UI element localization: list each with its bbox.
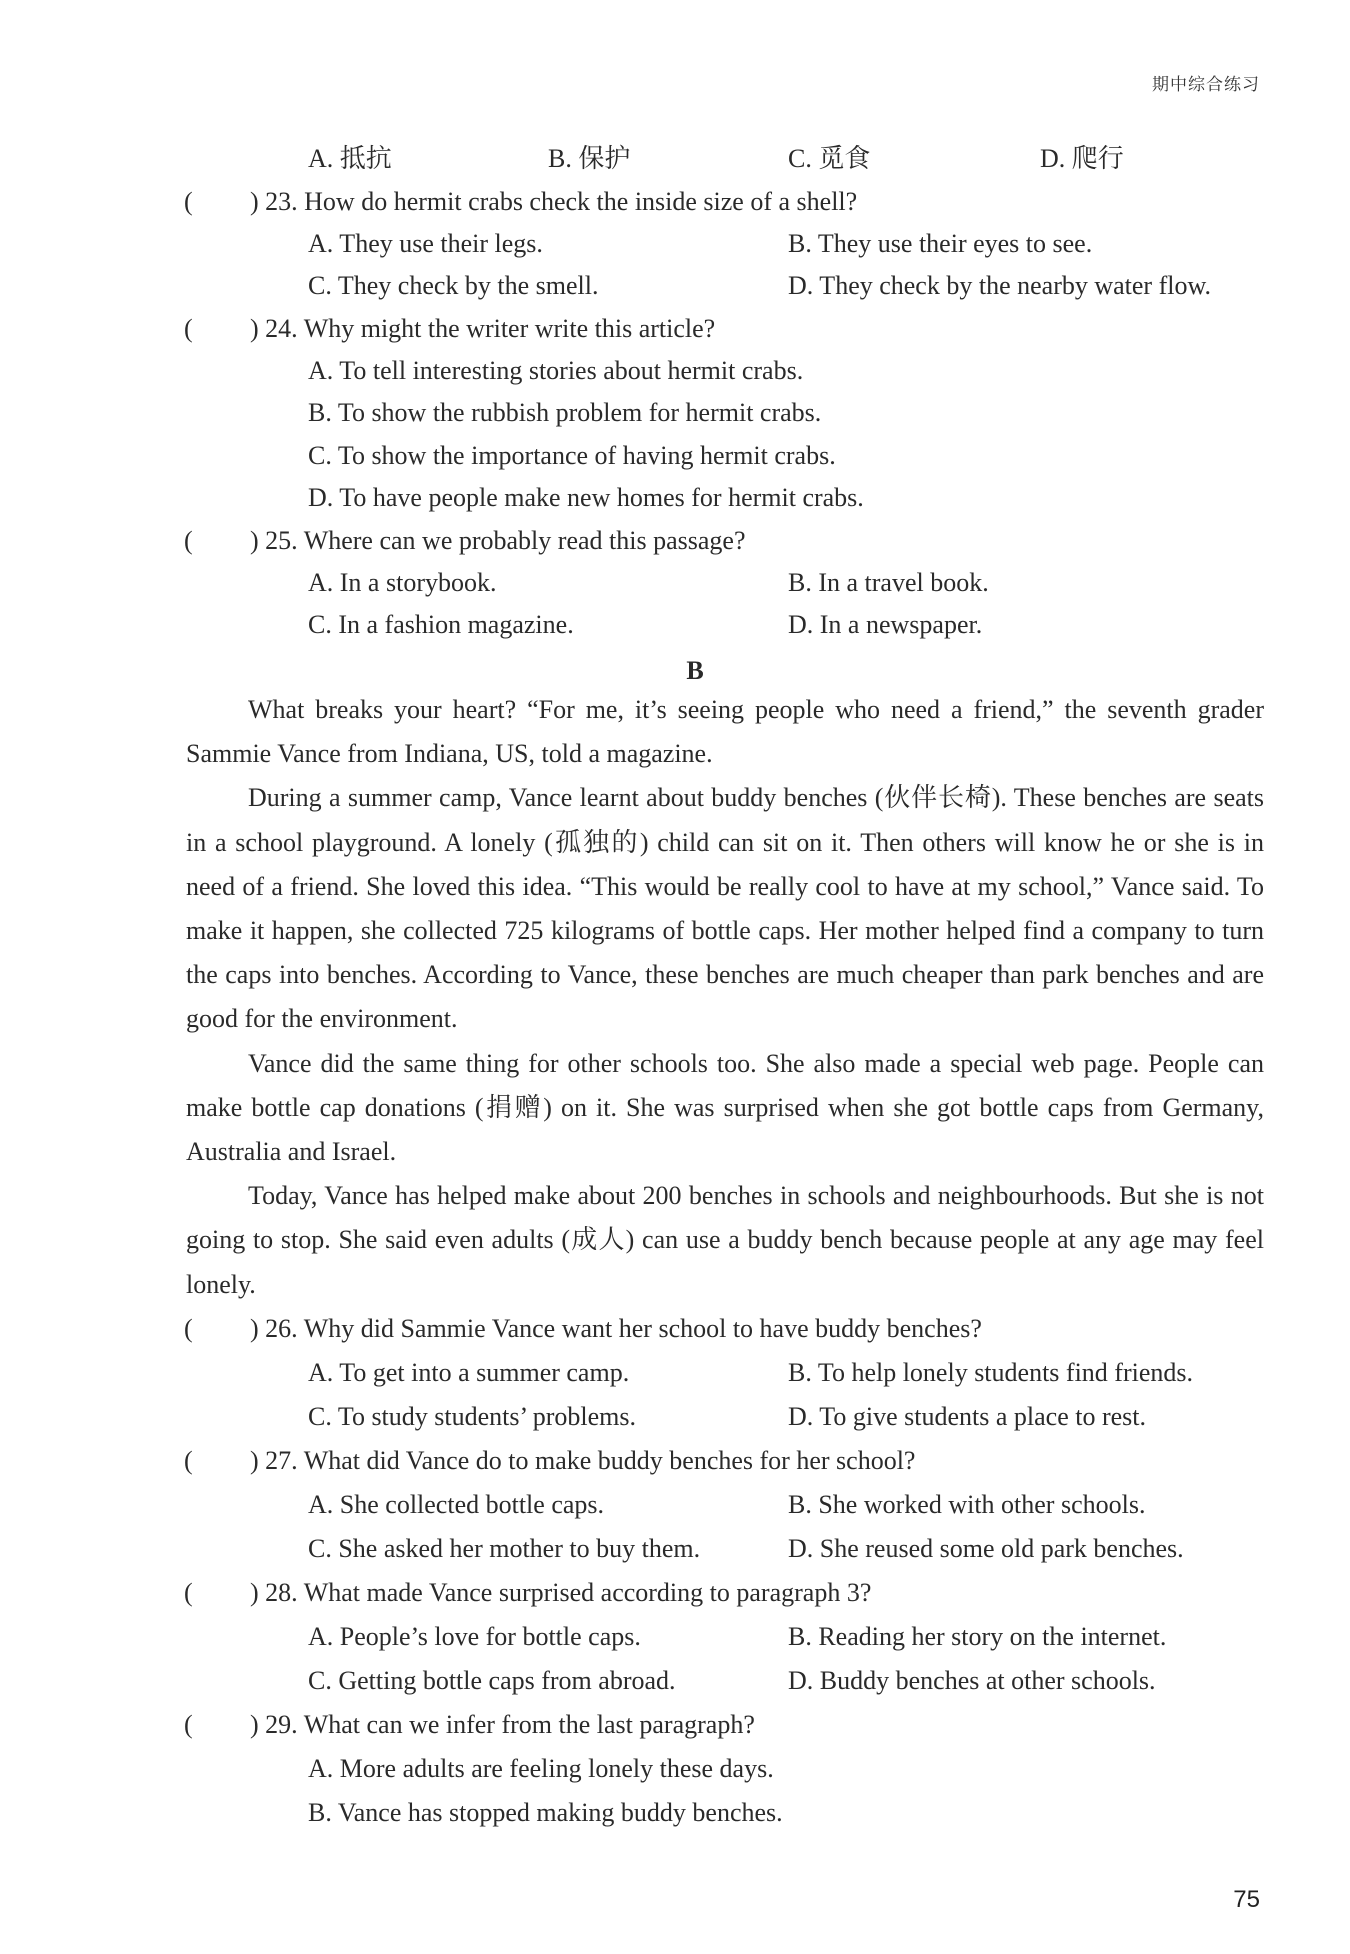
q26-option-b[interactable]: B. To help lonely students find friends. bbox=[788, 1358, 1193, 1387]
answer-blank[interactable]: ( bbox=[184, 1446, 193, 1475]
q23-option-a[interactable]: A. They use their legs. bbox=[308, 229, 543, 258]
q25-options-row-1 bbox=[0, 562, 1350, 604]
page-number: 75 bbox=[1233, 1886, 1260, 1913]
q28-option-c[interactable]: C. Getting bottle caps from abroad. bbox=[308, 1666, 676, 1695]
question-23 bbox=[0, 181, 1350, 223]
question-27 bbox=[0, 1440, 1350, 1482]
q26-options-row-1 bbox=[0, 1352, 1350, 1394]
q22-option-b[interactable]: B. 保护 bbox=[548, 144, 631, 173]
q22-options bbox=[0, 138, 1350, 180]
q24-option-d[interactable]: D. To have people make new homes for hermit crabs. bbox=[308, 483, 864, 512]
question-text: ) 28. What made Vance surprised according to paragraph 3? bbox=[250, 1578, 872, 1607]
q27-option-b[interactable]: B. She worked with other schools. bbox=[788, 1490, 1146, 1519]
passage-paragraph-1: What breaks your heart? “For me, it’s seeing people who need a friend,” the seventh grader Sammie Vance from Indiana, US, told a magazine. bbox=[186, 695, 1264, 769]
q22-option-d[interactable]: D. 爬行 bbox=[1040, 144, 1124, 173]
q23-option-d[interactable]: D. They check by the nearby water flow. bbox=[788, 271, 1212, 300]
question-text: ) 26. Why did Sammie Vance want her school to have buddy benches? bbox=[250, 1314, 982, 1343]
q25-option-d[interactable]: D. In a newspaper. bbox=[788, 610, 983, 639]
q23-options-row-2 bbox=[0, 265, 1350, 307]
q27-option-d[interactable]: D. She reused some old park benches. bbox=[788, 1534, 1184, 1563]
answer-blank[interactable]: ( bbox=[184, 314, 193, 343]
question-24 bbox=[0, 308, 1350, 350]
q23-options-row-1 bbox=[0, 223, 1350, 265]
q23-option-b[interactable]: B. They use their eyes to see. bbox=[788, 229, 1093, 258]
section-b-title: B bbox=[686, 656, 704, 685]
answer-blank[interactable]: ( bbox=[184, 526, 193, 555]
q28-option-b[interactable]: B. Reading her story on the internet. bbox=[788, 1622, 1167, 1651]
passage-paragraph-4: Today, Vance has helped make about 200 benches in schools and neighbourhoods. But she is not going to stop. She said even adults (成人) can use a buddy bench because people at any age may feel lonely. bbox=[186, 1181, 1264, 1299]
q27-option-a[interactable]: A. She collected bottle caps. bbox=[308, 1490, 605, 1519]
passage-paragraph-3: Vance did the same thing for other schools too. She also made a special web page. People can make bottle cap donations (捐赠) on it. She was surprised when she got bottle caps from Germany, Australia and Israel. bbox=[186, 1048, 1264, 1167]
q27-options-row-2 bbox=[0, 1528, 1350, 1570]
q26-options-row-2 bbox=[0, 1396, 1350, 1438]
q28-options-row-2 bbox=[0, 1660, 1350, 1702]
q25-option-a[interactable]: A. In a storybook. bbox=[308, 568, 497, 597]
reading-passage-b bbox=[186, 688, 1264, 1307]
q28-options-row-1 bbox=[0, 1616, 1350, 1658]
q27-option-c[interactable]: C. She asked her mother to buy them. bbox=[308, 1534, 701, 1563]
running-header: 期中综合练习 bbox=[1152, 75, 1260, 95]
answer-blank[interactable]: ( bbox=[184, 1578, 193, 1607]
question-text: ) 23. How do hermit crabs check the inside size of a shell? bbox=[250, 187, 858, 216]
q25-options-row-2 bbox=[0, 604, 1350, 646]
q26-option-d[interactable]: D. To give students a place to rest. bbox=[788, 1402, 1147, 1431]
q28-option-d[interactable]: D. Buddy benches at other schools. bbox=[788, 1666, 1156, 1695]
q29-option-a[interactable]: A. More adults are feeling lonely these days. bbox=[308, 1754, 774, 1783]
q28-option-a[interactable]: A. People’s love for bottle caps. bbox=[308, 1622, 641, 1651]
question-26 bbox=[0, 1308, 1350, 1350]
q24-option-a[interactable]: A. To tell interesting stories about hermit crabs. bbox=[308, 356, 804, 385]
answer-blank[interactable]: ( bbox=[184, 187, 193, 216]
question-text: ) 24. Why might the writer write this article? bbox=[250, 314, 716, 343]
q27-options-row-1 bbox=[0, 1484, 1350, 1526]
question-29 bbox=[0, 1704, 1350, 1746]
question-text: ) 25. Where can we probably read this passage? bbox=[250, 526, 746, 555]
question-28 bbox=[0, 1572, 1350, 1614]
question-text: ) 29. What can we infer from the last paragraph? bbox=[250, 1710, 755, 1739]
q23-option-c[interactable]: C. They check by the smell. bbox=[308, 271, 599, 300]
answer-blank[interactable]: ( bbox=[184, 1314, 193, 1343]
answer-blank[interactable]: ( bbox=[184, 1710, 193, 1739]
question-text: ) 27. What did Vance do to make buddy benches for her school? bbox=[250, 1446, 916, 1475]
q24-option-b[interactable]: B. To show the rubbish problem for hermit crabs. bbox=[308, 398, 822, 427]
q26-option-a[interactable]: A. To get into a summer camp. bbox=[308, 1358, 630, 1387]
q24-option-c[interactable]: C. To show the importance of having hermit crabs. bbox=[308, 441, 836, 470]
q25-option-b[interactable]: B. In a travel book. bbox=[788, 568, 989, 597]
q22-option-c[interactable]: C. 觅食 bbox=[788, 144, 871, 173]
question-25 bbox=[0, 520, 1350, 562]
q22-option-a[interactable]: A. 抵抗 bbox=[308, 144, 392, 173]
q26-option-c[interactable]: C. To study students’ problems. bbox=[308, 1402, 636, 1431]
q29-option-b[interactable]: B. Vance has stopped making buddy benches. bbox=[308, 1798, 783, 1827]
passage-paragraph-2: During a summer camp, Vance learnt about buddy benches (伙伴长椅). These benches are seats in a school playground. A lonely (孤独的) child can sit on it. Then others will know he or she is in need of a friend. She loved this idea. “This would be really cool to have at my school,” Vance said. To make it happen, she collected 725 kilograms of bottle caps. Her mother helped find a company to turn the caps into benches. According to Vance, these benches are much cheaper than park benches and are good for the environment. bbox=[186, 783, 1264, 1034]
q25-option-c[interactable]: C. In a fashion magazine. bbox=[308, 610, 574, 639]
